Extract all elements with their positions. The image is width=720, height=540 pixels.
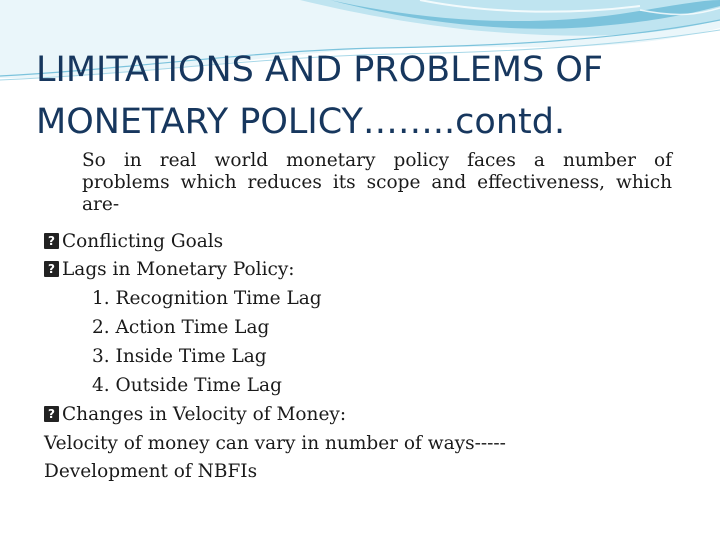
bullet-item-velocity	[44, 401, 346, 429]
slide-title	[36, 44, 696, 148]
bullet-text: Changes in Velocity of Money:	[62, 404, 347, 425]
bullet-text: Lags in Monetary Policy:	[62, 259, 295, 280]
missing-glyph-bullet-icon	[44, 261, 59, 277]
intro-line-3: are-	[82, 194, 120, 215]
bullet-text: Conflicting Goals	[62, 231, 224, 252]
velocity-text: Velocity of money can vary in number of ways-----	[44, 433, 506, 454]
intro-line-1: So in real world monetary policy faces a number of	[82, 150, 672, 171]
missing-glyph-bullet-icon	[44, 233, 59, 249]
list-item-lag-1: 1. Recognition Time Lag	[92, 288, 322, 309]
list-item-lag-4: 4. Outside Time Lag	[92, 375, 282, 396]
intro-line-2: problems which reduces its scope and effectiveness, which	[82, 172, 672, 193]
bullet-item-conflicting-goals	[44, 228, 223, 256]
bullet-item-lags	[44, 256, 295, 284]
nbfi-text: Development of NBFIs	[44, 461, 258, 482]
title-line-1: LIMITATIONS AND PROBLEMS OF	[36, 50, 604, 90]
intro-paragraph	[66, 150, 672, 216]
missing-glyph-bullet-icon	[44, 406, 59, 422]
title-line-2: MONETARY POLICY……..contd.	[36, 102, 566, 142]
list-item-lag-3: 3. Inside Time Lag	[92, 346, 267, 367]
list-item-lag-2: 2. Action Time Lag	[92, 317, 270, 338]
